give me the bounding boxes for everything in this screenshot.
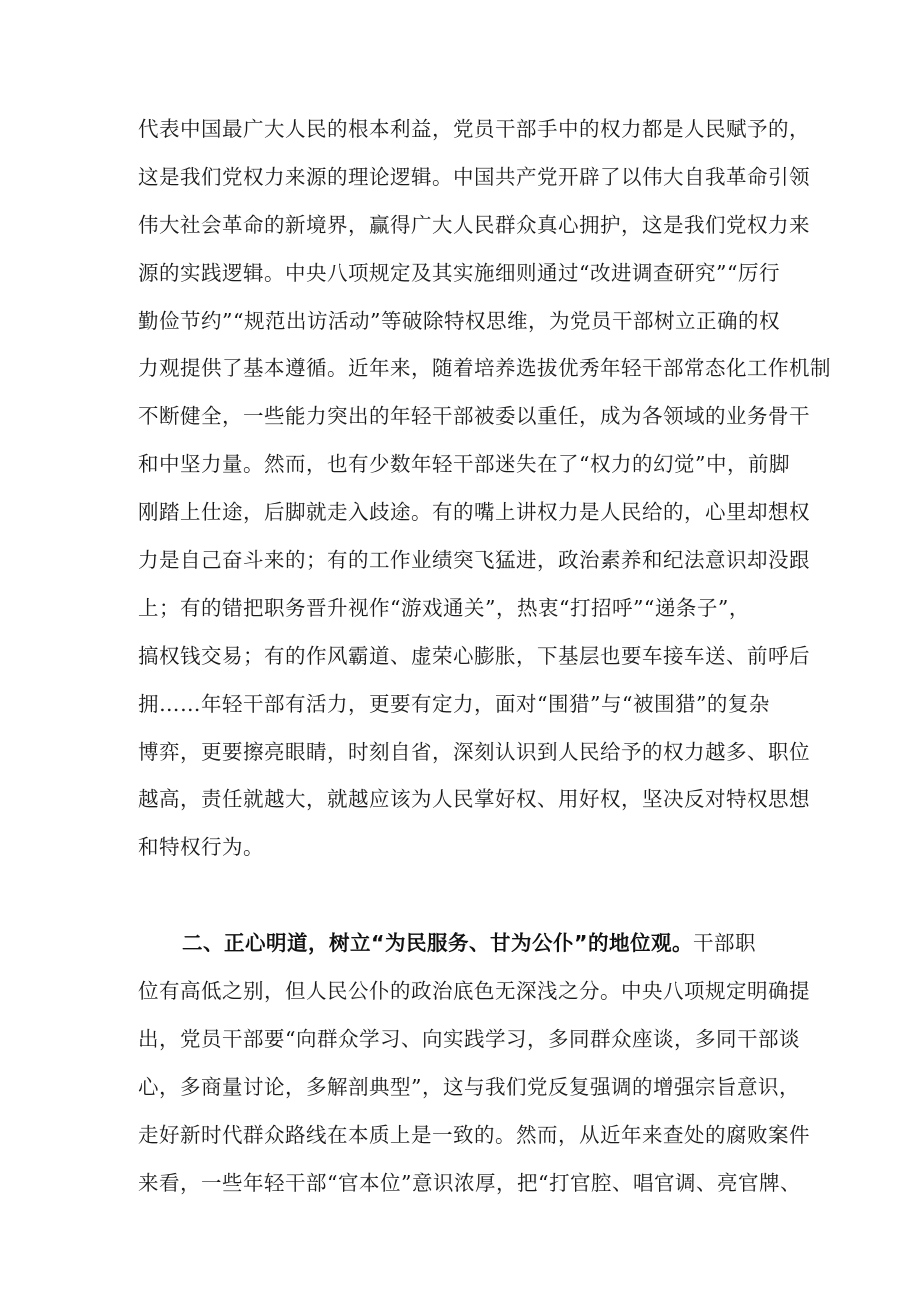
- paragraph-line: 拥……年轻干部有活力，更要有定力，面对“围猎”与“被围猎”的复杂: [138, 691, 770, 716]
- paragraph-line: 来看，一些年轻干部“官本位”意识浓厚，把“打官腔、唱官调、亮官牌、: [138, 1170, 801, 1195]
- paragraph-line: 代表中国最广大人民的根本利益，党员干部手中的权力都是人民赋予的，: [138, 117, 810, 141]
- section-heading: 二、正心明道，树立“为民服务、甘为公仆”的地位观。: [182, 931, 693, 956]
- section-heading-line: [138, 920, 818, 968]
- paragraph-line: 搞权钱交易；有的作风霸道、虚荣心膨胀，下基层也要车接车送、前呼后: [138, 643, 810, 668]
- paragraph-line: 博弈，更要擦亮眼睛，时刻自省，深刻认识到人民给予的权力越多、职位: [138, 739, 810, 764]
- paragraph-line: 刚踏上仕途，后脚就走入歧途。有的嘴上讲权力是人民给的，心里却想权: [138, 500, 810, 525]
- paragraph-line: 出，党员干部要“向群众学习、向实践学习，多同群众座谈，多同干部谈: [138, 1026, 800, 1051]
- paragraph-line: 心，多商量讨论，多解剖典型”，这与我们党反复强调的增强宗旨意识，: [138, 1074, 800, 1099]
- document-body: [138, 106, 831, 1207]
- paragraph-line: 和中坚力量。然而，也有少数年轻干部迷失在了“权力的幻觉”中，前脚: [138, 452, 790, 477]
- paragraph-line: 力是自己奋斗来的；有的工作业绩突飞猛进，政治素养和纪法意识却没跟: [138, 548, 810, 573]
- paragraph-line: 力观提供了基本遵循。近年来，随着培养选拔优秀年轻干部常态化工作机制: [138, 356, 831, 381]
- paragraph-line: 伟大社会革命的新境界，赢得广大人民群众真心拥护，这是我们党权力来: [138, 212, 810, 237]
- paragraph-line: 不断健全，一些能力突出的年轻干部被委以重任，成为各领域的业务骨干: [138, 404, 810, 429]
- paragraph-line: 这是我们党权力来源的理论逻辑。中国共产党开辟了以伟大自我革命引领: [138, 164, 810, 189]
- paragraph-line: 勤俭节约”“规范出访活动”等破除特权思维，为党员干部树立正确的权: [138, 308, 780, 333]
- section-heading-tail: 干部职: [692, 931, 756, 956]
- paragraph-line: 越高，责任就越大，就越应该为人民掌好权、用好权，坚决反对特权思想: [138, 787, 810, 812]
- paragraph-line: 源的实践逻辑。中央八项规定及其实施细则通过“改进调查研究”“厉行: [138, 260, 780, 285]
- paragraph-spacer: [138, 872, 818, 920]
- paragraph-line: 和特权行为。: [138, 835, 264, 860]
- paragraph-line: 走好新时代群众路线在本质上是一致的。然而，从近年来查处的腐败案件: [138, 1122, 810, 1147]
- paragraph-line: 位有高低之别，但人民公仆的政治底色无深浅之分。中央八项规定明确提: [138, 979, 810, 1004]
- paragraph-line: 上；有的错把职务晋升视作“游戏通关”，热衷“打招呼”“递条子”，: [138, 595, 750, 620]
